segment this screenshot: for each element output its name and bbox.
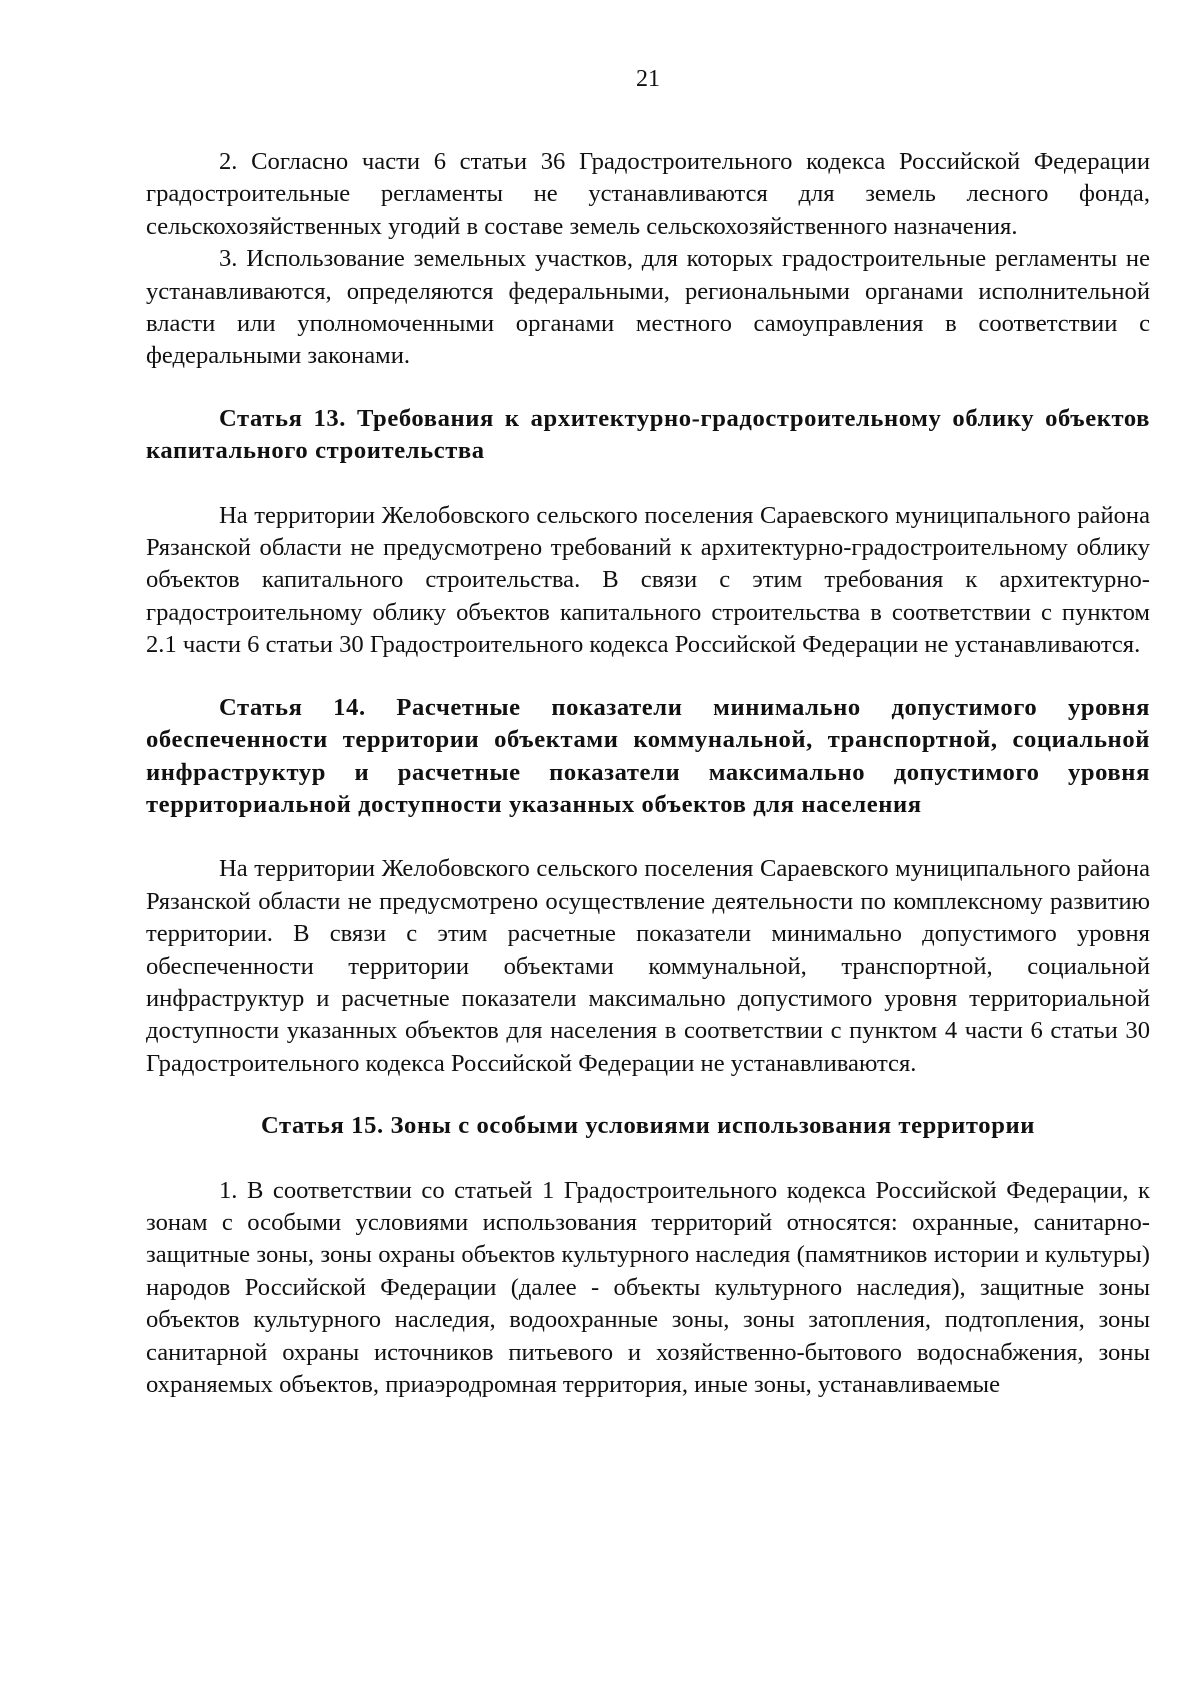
spacer — [146, 662, 1150, 692]
paragraph-article12-item3: 3. Использование земельных участков, для которых градостроительные регламенты не устанавливаются, определяются федеральными, региональными органами исполнительной власти или уполномоченными органами местного самоуправления в соответствии с федеральными законами. — [146, 245, 1150, 370]
article-13-paragraph: На территории Желобовского сельского поселения Сараевского муниципального района Рязанской области не предусмотрено требований к архитектурно-градостроительному облику объектов капитального строительства. В связи с этим требования к архитектурно-градостроительному облику объектов капитального строительства в соответствии с пунктом 2.1 части 6 статьи 30 Градостроительного кодекса Российской Федерации не устанавливаются. — [146, 501, 1150, 659]
document-body — [146, 146, 1150, 1401]
article-14-heading: Статья 14. Расчетные показатели минимально допустимого уровня обеспеченности территории объектами коммунальной, транспортной, социальной инфраструктур и расчетные показатели максимально допустимого уровня территориальной доступности указанных объектов для населения — [146, 693, 1150, 818]
spacer — [146, 1143, 1150, 1175]
article-13-heading: Статья 13. Требования к архитектурно-градостроительному облику объектов капитального строительства — [146, 404, 1150, 465]
page-number: 21 — [636, 66, 660, 92]
spacer — [146, 468, 1150, 500]
spacer — [146, 373, 1150, 403]
article-14-paragraph: На территории Желобовского сельского поселения Сараевского муниципального района Рязанской области не предусмотрено осуществление деятельности по комплексному развитию территории. В связи с этим расчетные показатели минимально допустимого уровня обеспеченности территории объектами коммунальной, транспортной, социальной инфраструктур и расчетные показатели максимально допустимого уровня территориальной доступности указанных объектов для населения в соответствии с пунктом 4 части 6 статьи 30 Градостроительного кодекса Российской Федерации не устанавливаются. — [146, 855, 1150, 1077]
spacer — [146, 1080, 1150, 1110]
spacer — [146, 821, 1150, 853]
article-15-paragraph: 1. В соответствии со статьей 1 Градостроительного кодекса Российской Федерации, к зонам с особыми условиями использования территорий относятся: охранные, санитарно-защитные зоны, зоны охраны объектов культурного наследия (памятников истории и культуры) народов Российской Федерации (далее - объекты культурного наследия), защитные зоны объектов культурного наследия, водоохранные зоны, зоны затопления, подтопления, зоны санитарной охраны источников питьевого и хозяйственно-бытового водоснабжения, зоны охраняемых объектов, приаэродромная территория, иные зоны, устанавливаемые — [146, 1176, 1150, 1398]
paragraph-article12-item2: 2. Согласно части 6 статьи 36 Градостроительного кодекса Российской Федерации градостроительные регламенты не устанавливаются для земель лесного фонда, сельскохозяйственных угодий в составе земель сельскохозяйственного назначения. — [146, 148, 1150, 240]
article-15-heading: Статья 15. Зоны с особыми условиями использования территории — [260, 1112, 1036, 1140]
document-page — [146, 0, 1150, 1698]
